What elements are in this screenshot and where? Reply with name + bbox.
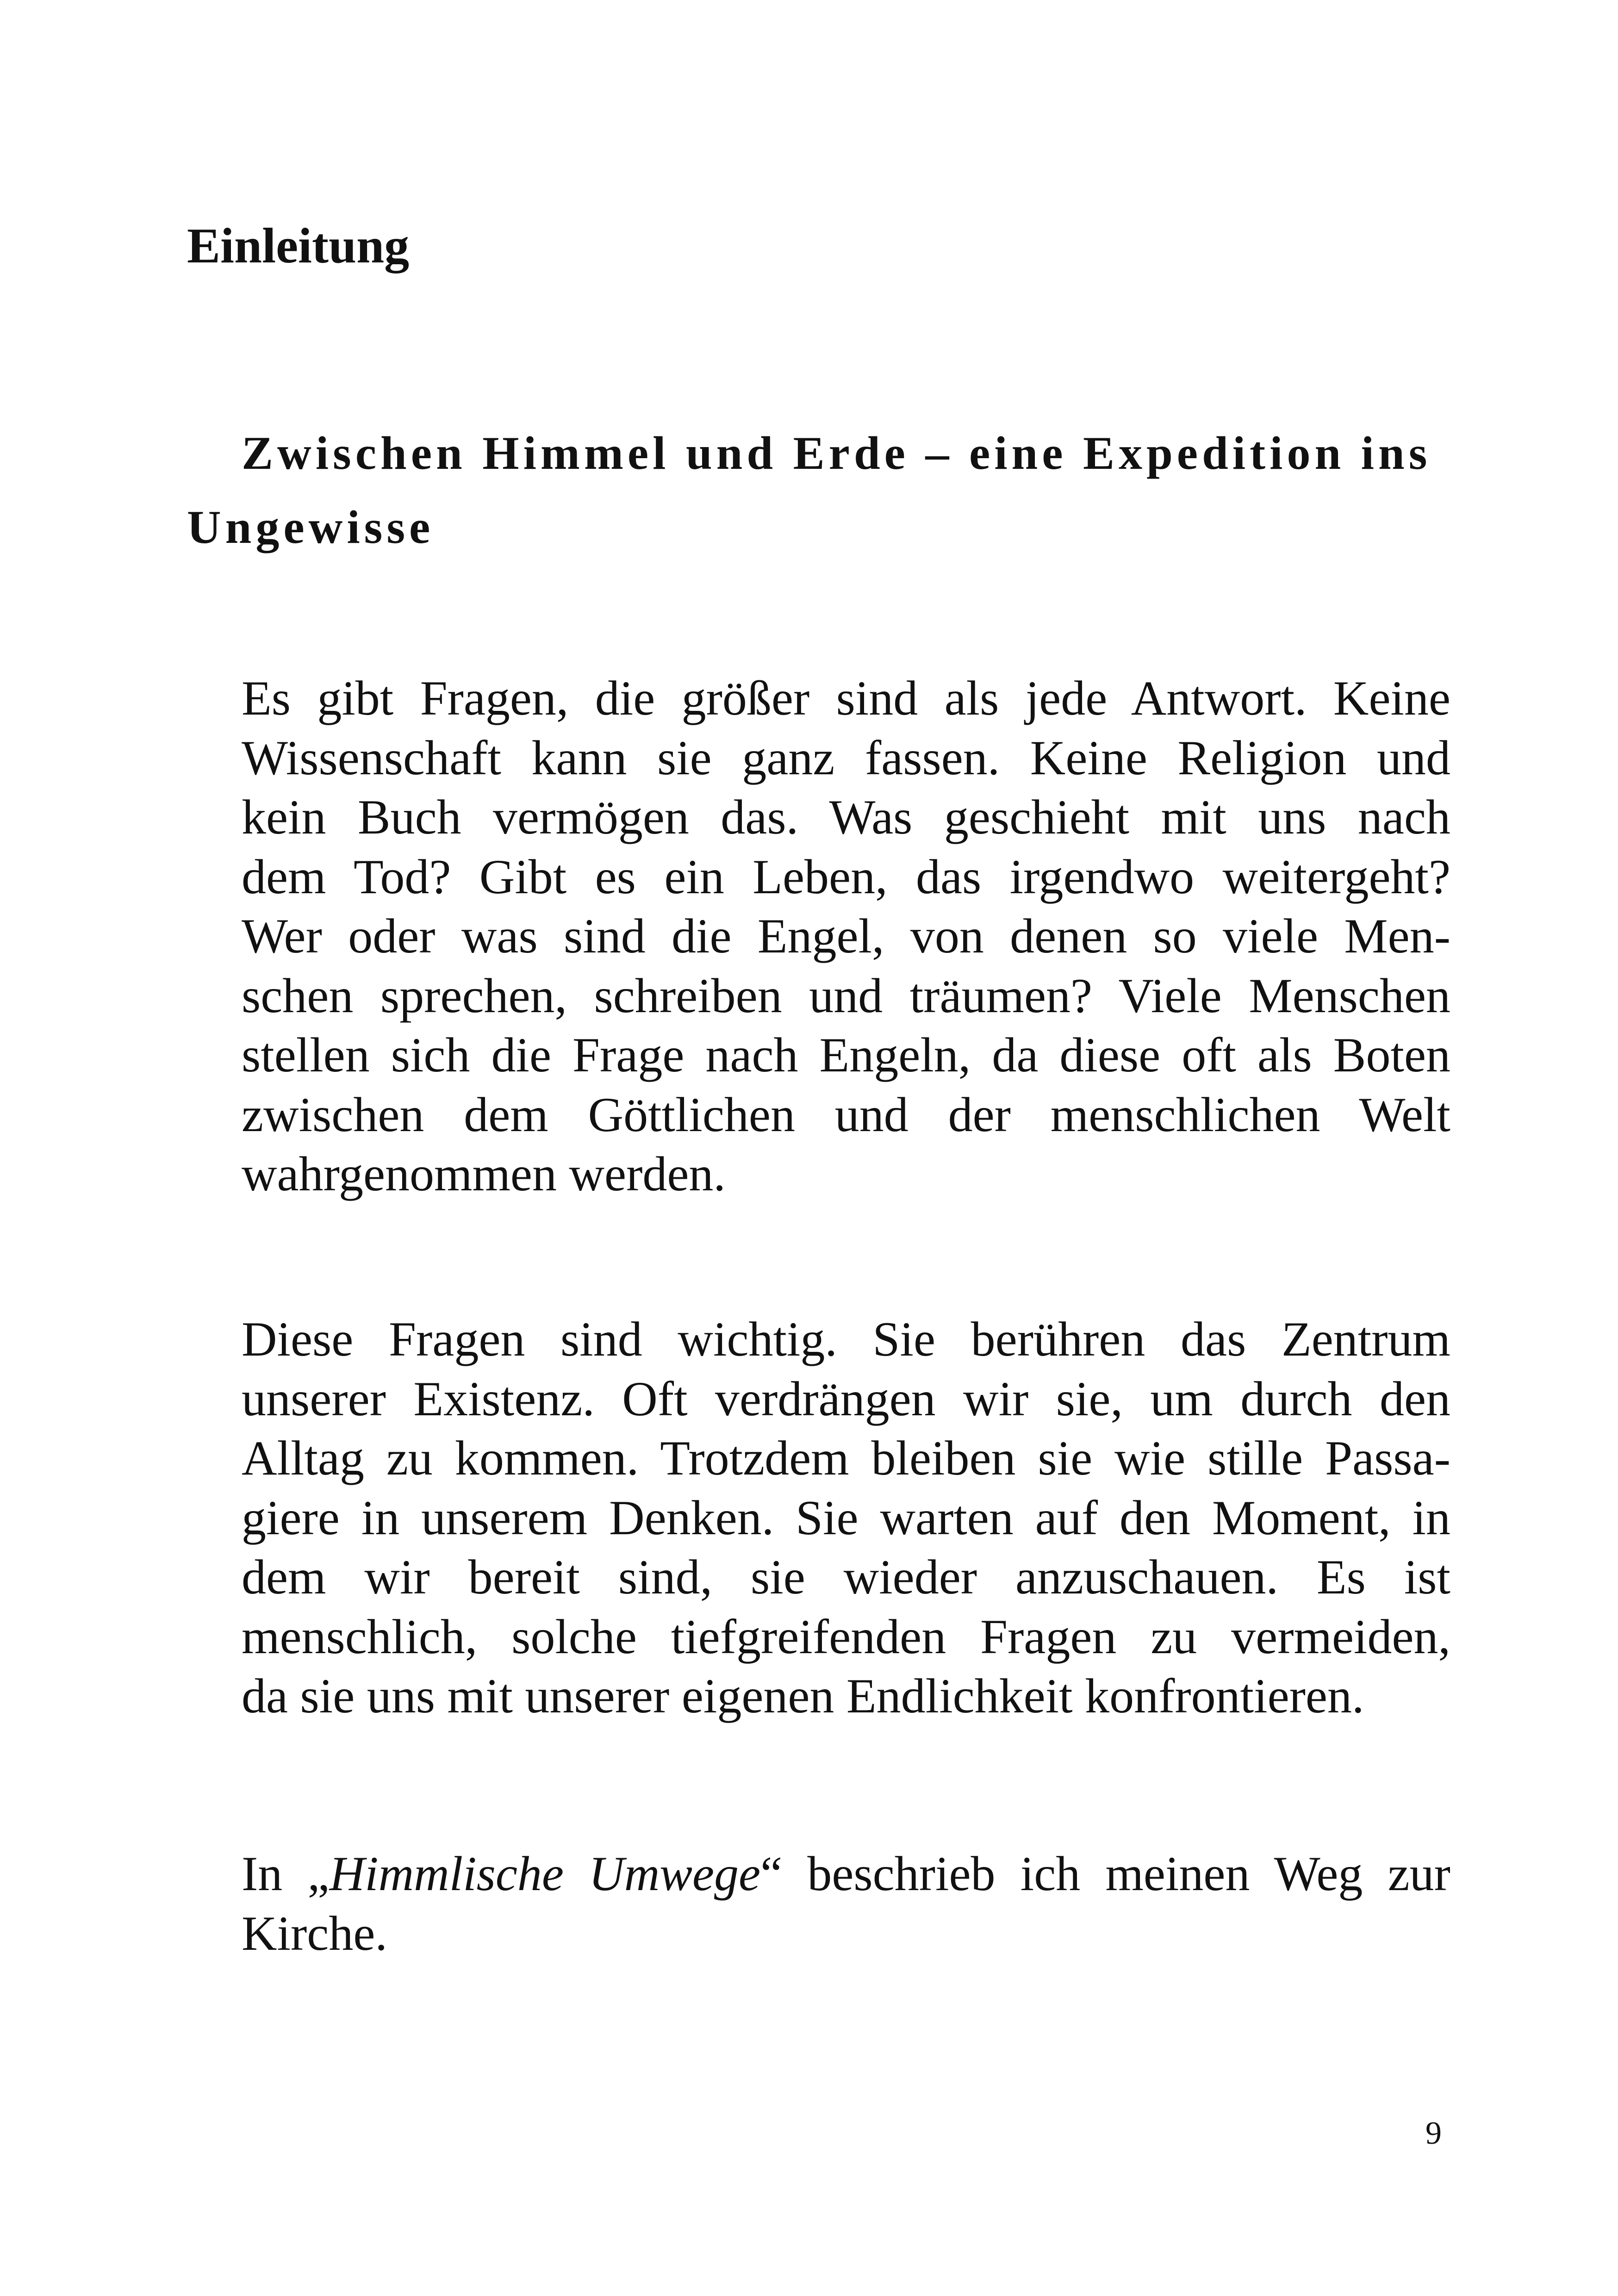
paragraph-line: kein Buch vermögen das. Was geschieht mit uns nach: [242, 790, 1450, 844]
paragraph-line: giere in unserem Denken. Sie warten auf den Moment, in: [242, 1490, 1450, 1545]
paragraph-line: zwischen dem Göttlichen und der menschlichen Welt: [242, 1087, 1450, 1142]
book-title: Himmlische Umwege: [329, 1847, 761, 1901]
paragraph-line: schen sprechen, schreiben und träumen? Viele Menschen: [242, 968, 1450, 1023]
section-title: Zwischen Himmel und Erde – eine Expedition ins Ungewisse: [187, 427, 1431, 554]
quote-open: „: [307, 1847, 330, 1901]
paragraph-line: dem Tod? Gibt es ein Leben, das irgendwo weitergeht?: [242, 849, 1450, 904]
paragraph-line: Wer oder was sind die Engel, von denen so viele Men-: [242, 909, 1450, 963]
paragraph-line: wahrgenommen werden.: [242, 1147, 726, 1201]
paragraph-line: unserer Existenz. Oft verdrängen wir sie, um durch den: [242, 1371, 1450, 1426]
paragraph-line: [187, 1844, 1450, 1904]
paragraph-1: [187, 669, 1450, 1204]
page-number: 9: [1425, 2116, 1442, 2151]
paragraph-2: [187, 1310, 1450, 1726]
paragraph-line: Es gibt Fragen, die größer sind als jede Antwort. Keine: [242, 671, 1450, 725]
quote-close: “: [760, 1847, 783, 1901]
paragraph-3: [187, 1844, 1450, 1963]
paragraph-text: beschrieb ich meinen Weg zur: [782, 1847, 1450, 1901]
paragraph-line: stellen sich die Frage nach Engeln, da diese oft als Boten: [242, 1028, 1450, 1082]
paragraph-line: menschlich, solche tiefgreifenden Fragen zu vermeiden,: [242, 1609, 1450, 1664]
paragraph-line: Kirche.: [242, 1906, 387, 1960]
paragraph-text: In: [242, 1847, 308, 1901]
paragraph-line: dem wir bereit sind, sie wieder anzuschauen. Es ist: [242, 1550, 1450, 1604]
paragraph-line: Wissenschaft kann sie ganz fassen. Keine Religion und: [242, 730, 1450, 785]
chapter-label: Einleitung: [187, 218, 410, 274]
paragraph-line: da sie uns mit unserer eigenen Endlichkeit konfrontieren.: [242, 1669, 1364, 1723]
paragraph-line: Alltag zu kommen. Trotzdem bleiben sie wie stille Passa-: [242, 1431, 1450, 1485]
paragraph-line: Diese Fragen sind wichtig. Sie berühren das Zentrum: [242, 1312, 1450, 1366]
